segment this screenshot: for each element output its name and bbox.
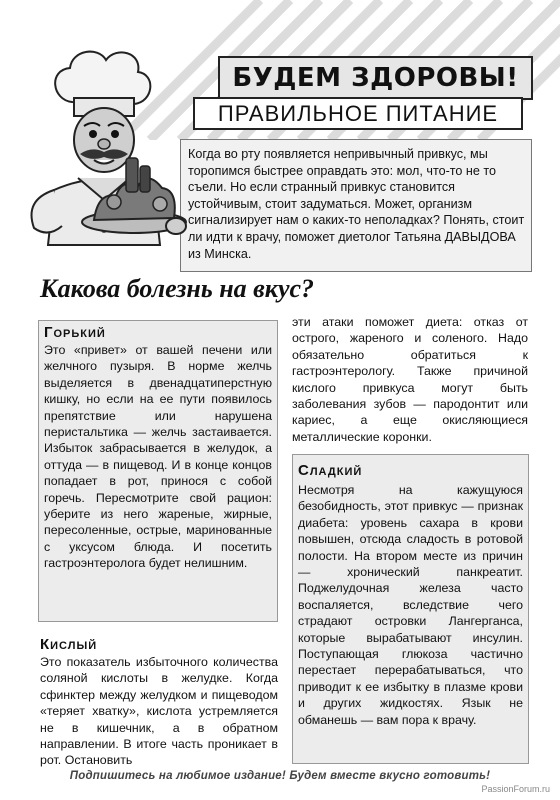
sour-text-continued: эти атаки поможет диета: отказ от острого, жареного и соленого. Надо обязательно обратиться к гастроэнтерологу. Также причиной кислого привкуса могут быть заболевания зубов — пародонтит или кариес, а еще окисляющиеся металлические коронки. (292, 315, 528, 444)
article-heading: Какова болезнь на вкус? (40, 274, 315, 303)
page-subtitle: ПРАВИЛЬНОЕ ПИТАНИЕ (217, 100, 499, 126)
footer-slogan: Подпишитесь на любимое издание! Будем вместе вкусно готовить! (69, 770, 491, 782)
sweet-text: Несмотря на кажущуюся безобидность, этот привкус — признак диабета: уровень сахара в крови повышен, отсюда сладость в ротовой полости. На втором месте из причин — хронический панкреатит. Поджелудочная железа часто воспаляется, вследствие чего страдают островки Лангерганса, которые вырабатывают инсулин. Поступающая глюкоза частично перестает перерабатываться, что приводит к ее избытку в плазме крови и других жидкостях. Язык не обманешь — вам пора к врачу. (298, 483, 523, 727)
sour-text: Это показатель избыточного количества соляной кислоты в желудке. Когда сфинктер между желудком и пищеводом «теряет хватку», кислота устремляется не в кишечник, а в обратном направлении. В итоге часть проникает в рот. Остановить (40, 655, 278, 768)
bitter-text: Это «привет» от вашей печени или желчного пузыря. В норме желчь выделяется в двенадцатиперстную кишку, но если на ее пути появилось препятствие или нарушена перистальтика — желчь застаивается. Избыток забрасывается в желудок, а оттуда — в пищевод. И в конце концов попадает в рот, принося с собой горечь. Пересмотрите свой рацион: уберите из него жареные, жирные, пересоленные, острые, маринованные с уксусом блюда. И посетить гастроэнтеролога будет нелишним. (44, 343, 272, 571)
title-banner (218, 56, 533, 100)
subtitle-banner (193, 97, 523, 130)
page-title: БУДЕМ ЗДОРОВЫ! (232, 63, 519, 93)
sour-title: Кислый (40, 636, 98, 653)
chef-icon (14, 40, 189, 250)
bitter-title: Горький (44, 324, 106, 341)
intro-text: Когда во рту появляется непривычный привкус, мы торопимся быстрее оправдать это: мол, что-то не то съели. Но если странный привкус становится устойчивым, стоит задуматься. Может, организм сигнализирует нам о каких-то неполадках? Понять, стоит ли идти к врачу, поможет диетолог Татьяна ДАВЫДОВА из Минска. (188, 147, 525, 261)
watermark: PassionForum.ru (481, 784, 550, 794)
sweet-title: Сладкий (298, 462, 363, 479)
